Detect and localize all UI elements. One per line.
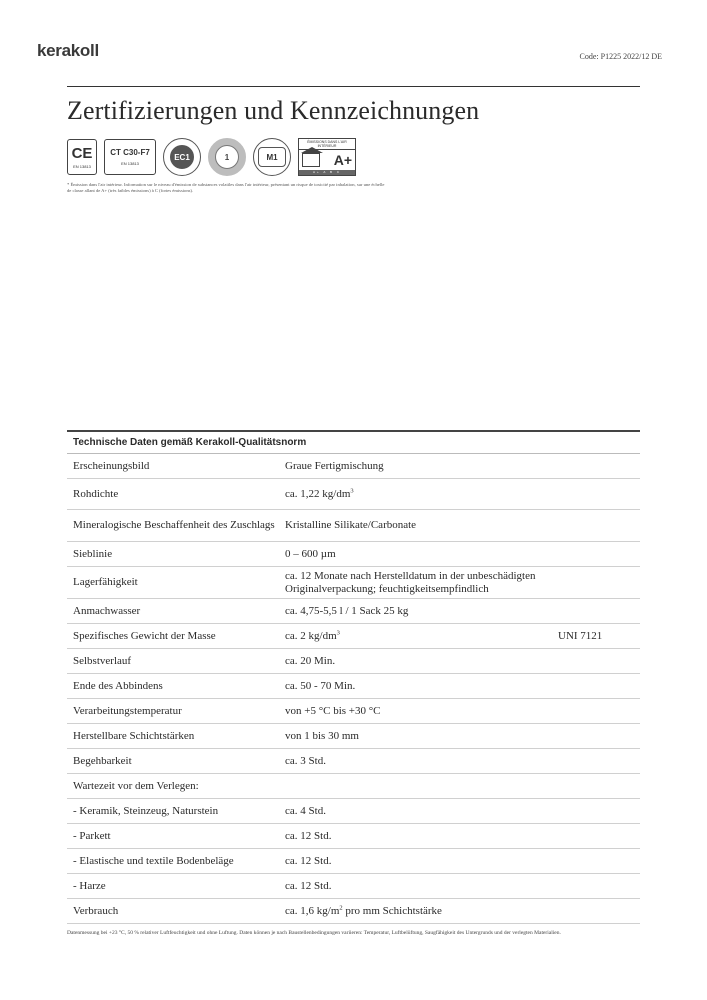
table-row: [67, 849, 640, 874]
property-label: Sieblinie: [73, 547, 113, 560]
ce-mark-standard: EN 13813: [73, 163, 91, 169]
property-value-text: ca. 4,75-5,5 l / 1 Sack 25 kg: [285, 604, 409, 617]
unit-exponent: 3: [350, 486, 354, 494]
property-value: [285, 905, 558, 918]
ec1-seal-icon: [163, 138, 201, 176]
property-value-text: von 1 bis 30 mm: [285, 729, 359, 742]
property-value-text: ca. 12 Std.: [285, 854, 332, 867]
property-value-tail: pro mm Schichtstärke: [342, 904, 442, 917]
indoor-air-emission-label-icon: [298, 138, 356, 176]
property-value: [285, 730, 558, 743]
m1-emission-seal-icon: [253, 138, 291, 176]
brand-logo: kerakoll: [37, 41, 99, 60]
table-row: [67, 624, 640, 649]
property-value: [285, 460, 558, 473]
table-row: [67, 699, 640, 724]
property-value-text: ca. 2 kg/dm: [285, 629, 337, 642]
property-label: Selbstverlauf: [73, 654, 132, 667]
m1-seal-label: M1: [258, 147, 286, 167]
property-label: - Harze: [73, 879, 106, 892]
ce-mark-label: CE: [71, 144, 93, 162]
property-value-text: ca. 3 Std.: [285, 754, 326, 767]
property-value: [285, 880, 558, 893]
property-label: Verarbeitungstemperatur: [73, 704, 182, 717]
unit-exponent: 3: [336, 628, 340, 636]
table-row: [67, 599, 640, 624]
table-row: [67, 674, 640, 699]
property-value: [285, 630, 558, 643]
property-label: - Parkett: [73, 829, 111, 842]
table-row: [67, 510, 640, 542]
table-row: [67, 542, 640, 567]
property-value: [285, 570, 558, 596]
property-label: Verbrauch: [73, 904, 119, 917]
air-label-header: ÉMISSIONS DANS L'AIR INTÉRIEUR: [299, 139, 355, 150]
property-label: Mineralogische Beschaffenheit des Zuschlags: [73, 519, 275, 531]
table-row: [67, 824, 640, 849]
property-value-text: Kristalline Silikate/Carbonate: [285, 519, 417, 531]
ce-mark-icon: [67, 139, 97, 175]
table-row: [67, 479, 640, 510]
property-value: [285, 548, 558, 561]
property-label: Spezifisches Gewicht der Masse: [73, 629, 216, 642]
document-code: Code: P1225 2022/12 DE: [579, 52, 662, 61]
table-row: [67, 799, 640, 824]
property-label: Begehbarkeit: [73, 754, 132, 767]
property-value-text: ca. 1,6 kg/m: [285, 904, 340, 917]
header-divider: [67, 86, 640, 87]
property-value-text: ca. 1,22 kg/dm: [285, 487, 351, 500]
ct-class-standard: EN 13813: [121, 161, 139, 166]
technical-data-heading: Technische Daten gemäß Kerakoll-Qualitätsnorm: [67, 432, 640, 454]
table-row: [67, 874, 640, 899]
technical-data-table: [67, 432, 640, 924]
property-label: Rohdichte: [73, 487, 119, 500]
ct-class-label: CT C30-F7: [110, 148, 150, 157]
property-value: [285, 805, 558, 818]
table-row: [67, 649, 640, 674]
property-value-text: ca. 12 Monate nach Herstelldatum in der unbeschädigten Originalverpackung; feuchtigkeitsempfindlich: [285, 569, 536, 595]
property-label: Erscheinungsbild: [73, 459, 150, 472]
air-label-scale: A+ A B C: [299, 170, 355, 175]
property-label: Herstellbare Schichtstärken: [73, 729, 195, 742]
property-value-text: ca. 20 Min.: [285, 654, 336, 667]
table-row: [67, 724, 640, 749]
property-value: [285, 655, 558, 668]
property-value: [285, 519, 558, 532]
property-standard: UNI 7121: [558, 629, 603, 642]
property-value-text: ca. 4 Std.: [285, 804, 326, 817]
table-row: [67, 454, 640, 479]
eco-seal-icon: [208, 138, 246, 176]
property-value-text: Graue Fertigmischung: [285, 459, 384, 472]
property-value: [285, 605, 558, 618]
property-label: Wartezeit vor dem Verlegen:: [73, 779, 199, 792]
table-row: [67, 899, 640, 924]
ec1-seal-label: EC1: [170, 145, 194, 169]
table-row: [67, 774, 640, 799]
eco-seal-label: 1: [215, 145, 239, 169]
certification-row: [67, 138, 363, 176]
property-value: [285, 488, 558, 501]
property-value: [285, 755, 558, 768]
property-value: [285, 705, 558, 718]
house-icon: [302, 153, 320, 167]
table-row: [67, 749, 640, 774]
certification-footnote: * Émission dans l'air intérieur. Information sur le niveau d'émission de substances volatiles dans l'air intérieur, présentant un risque de toxicité par inhalation, sur une échelle de classe allant de A+ (très faibles émissions) à C (fortes émissions).: [67, 182, 385, 193]
measurement-note: Datenmessung bei +23 °C, 50 % relativer Luftfeuchtigkeit und ohne Luftung. Daten können je nach Baustellenbedingungen variieren: Temperatur, Luftbelüftung, Saugfähigkeit des Untergrunds und der verlegten Materialien.: [67, 930, 561, 936]
property-value: [285, 830, 558, 843]
property-label: Ende des Abbindens: [73, 679, 163, 692]
property-label: Lagerfähigkeit: [73, 576, 138, 588]
property-value-text: ca. 50 - 70 Min.: [285, 679, 356, 692]
page-title: Zertifizierungen und Kennzeichnungen: [67, 96, 480, 125]
table-row: [67, 567, 640, 599]
air-label-grade: A+: [333, 152, 352, 168]
property-value-text: von +5 °C bis +30 °C: [285, 704, 381, 717]
property-label: Anmachwasser: [73, 604, 141, 617]
property-value: [285, 855, 558, 868]
property-label: - Elastische und textile Bodenbeläge: [73, 854, 234, 867]
unit-exponent: 2: [339, 903, 343, 911]
property-value-text: ca. 12 Std.: [285, 879, 332, 892]
ct-class-badge: [104, 139, 156, 175]
property-label: - Keramik, Steinzeug, Naturstein: [73, 804, 219, 817]
property-value-text: ca. 12 Std.: [285, 829, 332, 842]
property-value: [285, 680, 558, 693]
property-value-text: 0 – 600 µm: [285, 547, 336, 560]
